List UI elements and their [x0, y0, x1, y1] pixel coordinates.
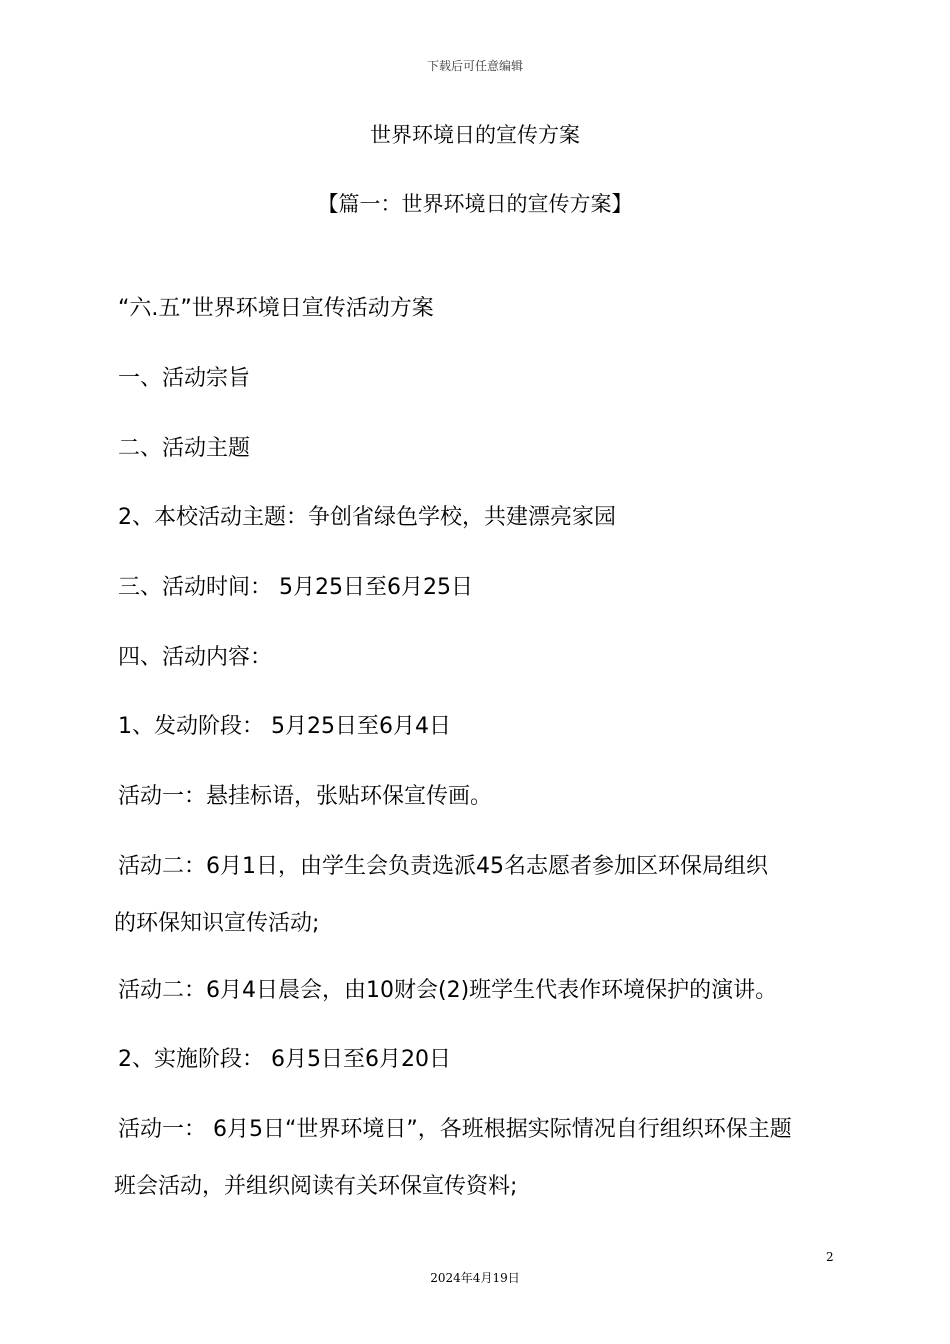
paragraph-class-meeting-line-1: 活动一： 6月5日“世界环境日”，各班根据实际情况自行组织环保主题 [118, 1117, 792, 1142]
paragraph-volunteers-line-2: 的环保知识宣传活动; [114, 911, 320, 936]
section-heading-theme: 二、活动主题 [118, 436, 251, 461]
header-note: 下载后可任意编辑 [426, 59, 523, 73]
text-line-activity-banners: 活动一：悬挂标语，张贴环保宣传画。 [118, 784, 493, 809]
section-heading-content: 四、活动内容： [118, 645, 273, 670]
paragraph-class-meeting-line-2: 班会活动，并组织阅读有关环保宣传资料; [114, 1174, 518, 1199]
section-heading-purpose: 一、活动宗旨 [118, 366, 251, 391]
text-line-activity-speech: 活动二：6月4日晨会，由10财会(2)班学生代表作环境保护的演讲。 [118, 978, 778, 1003]
text-line-school-theme: 2、本校活动主题：争创省绿色学校，共建漂亮家园 [118, 505, 616, 530]
document-title: 世界环境日的宣传方案 [370, 123, 580, 147]
text-line-phase-1: 1、发动阶段： 5月25日至6月4日 [118, 714, 451, 739]
paragraph-class-meeting [114, 1101, 843, 1215]
footer-date: 2024年4月19日 [430, 1271, 520, 1285]
document-subtitle: 【篇一：世界环境日的宣传方案】 [317, 192, 633, 216]
paragraph-volunteers-line-1: 活动二：6月1日，由学生会负责选派45名志愿者参加区环保局组织 [118, 854, 768, 879]
section-heading-campaign: “六.五”世界环境日宣传活动方案 [118, 296, 434, 321]
section-heading-time: 三、活动时间： 5月25日至6月25日 [118, 575, 473, 600]
paragraph-volunteers [114, 838, 843, 952]
text-line-phase-2: 2、实施阶段： 6月5日至6月20日 [118, 1047, 451, 1072]
page-number: 2 [826, 1250, 834, 1264]
